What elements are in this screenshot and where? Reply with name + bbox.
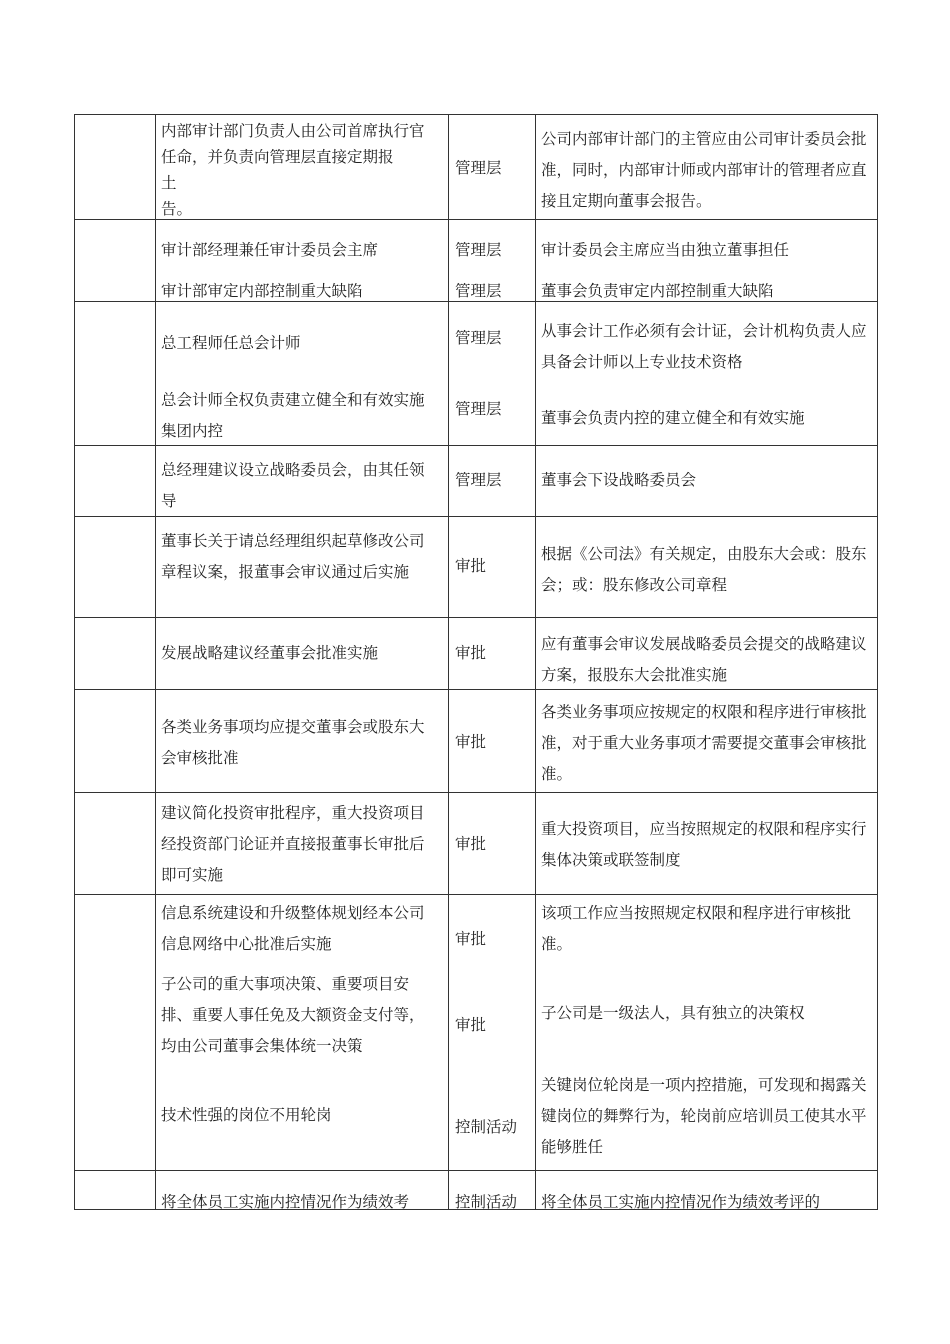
row-divider — [75, 617, 877, 618]
correction-cell: 从事会计工作必须有会计证，会计机构负责人应具备会计师以上专业技术资格 — [541, 322, 867, 371]
category-cell: 审批 — [455, 835, 487, 853]
column-divider — [155, 115, 156, 1209]
category-cell: 审批 — [455, 557, 487, 575]
correction-cell: 该项工作应当按照规定权限和程序进行审核批准。 — [541, 904, 852, 953]
category-cell: 管理层 — [455, 282, 502, 300]
row-divider — [75, 1170, 877, 1171]
issue-cell: 信息系统建设和升级整体规划经本公司信息网络中心批准后实施 — [161, 904, 425, 953]
row-divider — [75, 894, 877, 895]
correction-cell: 子公司是一级法人，具有独立的决策权 — [541, 1004, 805, 1022]
correction-cell: 重大投资项目，应当按照规定的权限和程序实行集体决策或联签制度 — [541, 820, 867, 869]
category-cell: 控制活动 — [455, 1118, 518, 1136]
issue-cell: 将全体员工实施内控情况作为绩效考 — [161, 1193, 410, 1211]
correction-cell: 董事会下设战略委员会 — [541, 471, 697, 489]
correction-cell: 董事会负责审定内部控制重大缺陷 — [541, 282, 774, 300]
correction-cell: 董事会负责内控的建立健全和有效实施 — [541, 409, 805, 427]
issue-cell: 技术性强的岗位不用轮岗 — [161, 1106, 332, 1124]
column-divider — [535, 115, 536, 1209]
issue-cell: 总经理建议设立战略委员会，由其任领导 — [161, 461, 425, 510]
category-cell: 管理层 — [455, 241, 502, 259]
issue-cell: 内部审计部门负责人由公司首席执行官任命，并负责向管理层直接定期报 土 告。 — [161, 122, 425, 218]
correction-cell: 关键岗位轮岗是一项内控措施，可发现和揭露关键岗位的舞弊行为，轮岗前应培训员工使其水平能够胜任 — [541, 1076, 867, 1156]
review-table — [74, 114, 878, 1210]
correction-cell: 将全体员工实施内控情况作为绩效考评的 — [541, 1193, 821, 1211]
category-cell: 管理层 — [455, 400, 502, 418]
category-cell: 审批 — [455, 644, 487, 662]
correction-cell: 根据《公司法》有关规定，由股东大会或：股东会；或：股东修改公司章程 — [541, 545, 867, 594]
issue-cell: 审计部经理兼任审计委员会主席 — [161, 241, 379, 259]
category-cell: 管理层 — [455, 159, 502, 177]
issue-cell: 各类业务事项均应提交董事会或股东大会审核批准 — [161, 718, 425, 767]
issue-cell: 审计部审定内部控制重大缺陷 — [161, 282, 363, 300]
issue-cell: 子公司的重大事项决策、重要项目安排、重要人事任免及大额资金支付等，均由公司董事会集体统一决策 — [161, 975, 425, 1055]
issue-cell: 董事长关于请总经理组织起草修改公司章程议案，报董事会审议通过后实施 — [161, 532, 425, 581]
category-cell: 控制活动 — [455, 1193, 518, 1211]
category-cell: 管理层 — [455, 471, 502, 489]
category-cell: 审批 — [455, 930, 487, 948]
correction-cell: 各类业务事项应按规定的权限和程序进行审核批准，对于重大业务事项才需要提交董事会审核批准。 — [541, 703, 867, 783]
column-divider — [448, 115, 449, 1209]
category-cell: 管理层 — [455, 329, 502, 347]
row-divider — [75, 792, 877, 793]
issue-cell: 发展战略建议经董事会批准实施 — [161, 644, 379, 662]
correction-cell: 应有董事会审议发展战略委员会提交的战略建议方案，报股东大会批准实施 — [541, 635, 867, 684]
issue-cell: 建议简化投资审批程序，重大投资项目经投资部门论证并直接报董事长审批后即可实施 — [161, 804, 425, 884]
category-cell: 审批 — [455, 1016, 487, 1034]
issue-cell: 总工程师任总会计师 — [161, 334, 301, 352]
correction-cell: 公司内部审计部门的主管应由公司审计委员会批准，同时，内部审计师或内部审计的管理者应直接且定期向董事会报告。 — [541, 130, 867, 210]
category-cell: 审批 — [455, 733, 487, 751]
correction-cell: 审计委员会主席应当由独立董事担任 — [541, 241, 790, 259]
issue-cell: 总会计师全权负责建立健全和有效实施集团内控 — [161, 391, 425, 440]
